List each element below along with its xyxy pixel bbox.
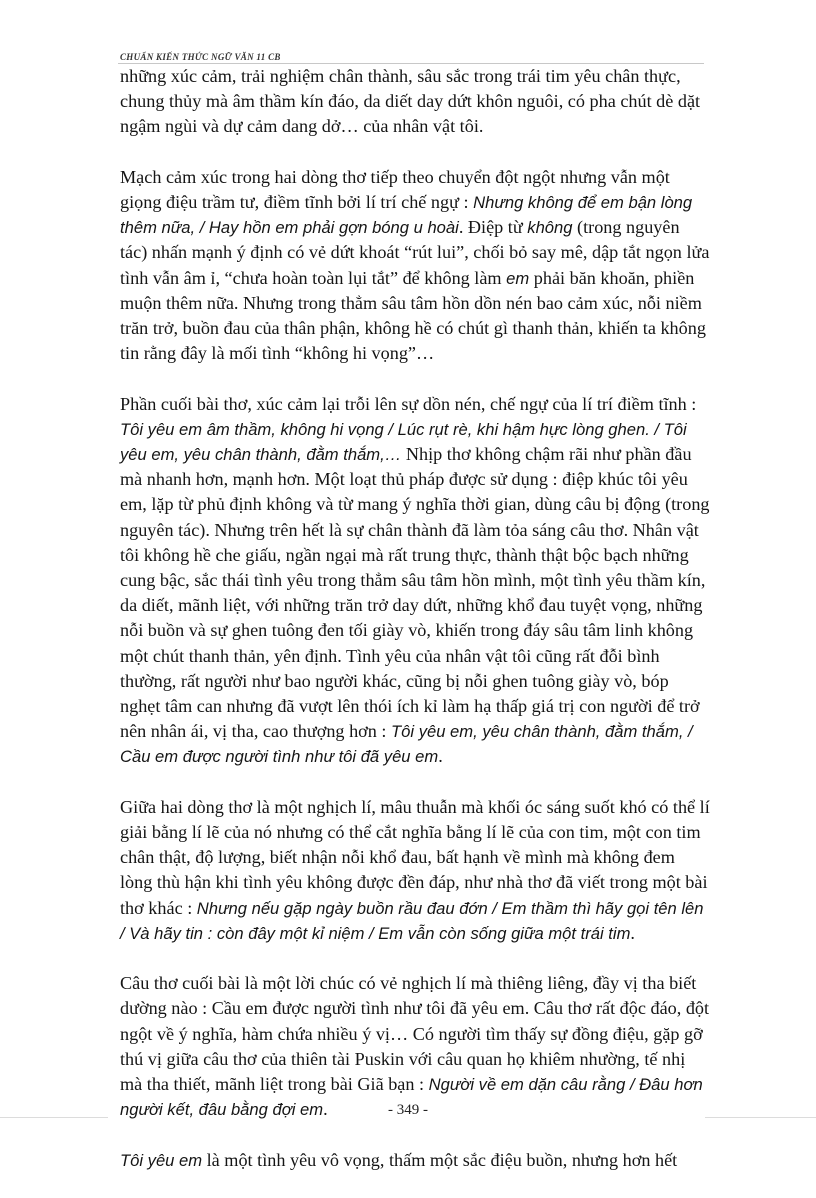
- running-header: CHUẨN KIẾN THỨC NGỮ VĂN 11 CB: [120, 52, 281, 62]
- paragraph: [120, 1148, 710, 1173]
- body-text: [120, 64, 710, 1198]
- paragraph: [120, 165, 710, 367]
- paragraph: [120, 971, 710, 1122]
- text-run: .: [438, 746, 443, 767]
- italic-quote: Nhưng nếu gặp ngày buồn rầu đau đớn / Em thầm thì hãy gọi tên lên / Và hãy tin : còn đây một kỉ niệm / Em vẫn còn sống giữa một trái tim: [120, 898, 704, 943]
- page-number: - 349 -: [388, 1102, 428, 1118]
- italic-quote: Tôi yêu em, yêu chân thành, đằm thắm, / Cầu em được người tình như tôi đã yêu em: [120, 722, 693, 767]
- text-run: .: [630, 922, 635, 943]
- text-run: Giữa hai dòng thơ là một nghịch lí, mâu thuẫn mà khối óc sáng suốt khó có thể lí giải bằng lí lẽ của nó nhưng có thể cắt nghĩa bằng lí lẽ của con tim, một con tim chân thật, độ lượng, biết nhận nỗi khổ đau, bất hạnh về mình mà không đem lòng thù hận khi tình yêu không được đền đáp, như nhà thơ đã viết trong một bài thơ khác :: [120, 796, 710, 918]
- text-run: Mạch cảm xúc trong hai dòng thơ tiếp theo chuyển đột ngột nhưng vẫn một giọng điệu trầm tư, điềm tĩnh bởi lí trí chế ngự :: [120, 166, 670, 212]
- paragraph: [120, 795, 710, 946]
- italic-quote: Nhưng không để em bận lòng thêm nữa, / Hay hồn em phải gợn bóng u hoài: [120, 193, 693, 238]
- text-run: phải băn khoăn, phiền muộn thêm nữa. Nhưng trong thẳm sâu tâm hồn dồn nén bao cảm xúc, nỗi niềm trăn trở, buồn đau của thân phận, không hề có chút gì thanh thản, khiến ta không tin rằng đây là mối tình “không hi vọng”…: [120, 267, 706, 364]
- italic-quote: em: [506, 268, 530, 288]
- text-run: Câu thơ cuối bài là một lời chúc có vẻ nghịch lí mà thiêng liêng, đầy vị tha biết dường nào : Cầu em được người tình như tôi đã yêu em. Câu thơ rất độc đáo, đột ngột về ý nghĩa, hàm chứa nhiều ý vị… Có người tìm thấy sự đồng điệu, gặp gỡ thú vị giữa câu thơ của thiên tài Puskin với câu quan họ khiêm nhường, tế nhị mà tha thiết, mãnh liệt trong bài Giã bạn :: [120, 973, 710, 1095]
- paragraph: [120, 64, 710, 140]
- text-run: những xúc cảm, trải nghiệm chân thành, sâu sắc trong trái tim yêu chân thực, chung thủy mà âm thầm kín đáo, da diết day dứt khôn nguôi, có pha chút dè dặt ngậm ngùi và dự cảm dang dở… của nhân vật tôi.: [120, 66, 701, 137]
- italic-quote: Tôi yêu em âm thầm, không hi vọng / Lúc rụt rè, khi hậm hực lòng ghen. / Tôi yêu em, yêu chân thành, đằm thắm,…: [120, 419, 687, 465]
- text-run: là một tình yêu vô vọng, thấm một sắc điệu buồn, nhưng hơn hết: [202, 1149, 678, 1170]
- text-run: Phần cuối bài thơ, xúc cảm lại trỗi lên sự dồn nén, chế ngự của lí trí điềm tĩnh :: [120, 393, 697, 414]
- italic-quote: Người về em dặn câu rằng / Đâu hơn người kết, đâu bằng đợi em: [120, 1075, 703, 1120]
- italic-quote: không: [527, 218, 573, 238]
- text-run: Nhịp thơ không chậm rãi như phần đầu mà nhanh hơn, mạnh hơn. Một loạt thủ pháp được sử dụng : điệp khúc tôi yêu em, lặp từ phủ định không và từ mang ý nghĩa thời gian, dùng câu bị động (trong nguyên tác). Nhưng trên hết là sự chân thành đã làm tỏa sáng câu thơ. Nhân vật tôi không hề che giấu, ngần ngại mà rất trung thực, thành thật bộc bạch những cung bậc, sắc thái tình yêu trong thẳm sâu tâm hồn mình, một tình yêu thầm kín, da diết, mãnh liệt, với những trăn trở day dứt, những khổ đau tuyệt vọng, những nỗi buồn và sự ghen tuông đen tối giày vò, khiến trong đáy sâu tâm linh không một chút thanh thản, yên định. Tình yêu của nhân vật tôi cũng rất đỗi bình thường, rất người như bao người khác, cũng bị nỗi ghen tuông giày vò, bóp nghẹt tâm can nhưng đã vượt lên thói ích kỉ làm hạ thấp giá trị con người để trở nên nhân ái, vị tha, cao thượng hơn :: [120, 444, 710, 742]
- italic-quote: Tôi yêu em: [120, 1150, 203, 1170]
- text-run: .: [323, 1099, 328, 1120]
- paragraph: [120, 392, 710, 770]
- text-run: (trong nguyên tác) nhấn mạnh ý định có vẻ dứt khoát “rút lui”, chối bỏ say mê, dập tắt ngọn lửa tình vẫn âm ỉ, “chưa hoàn toàn lụi tắt” để không làm: [120, 217, 710, 288]
- text-run: . Điệp từ: [458, 217, 528, 238]
